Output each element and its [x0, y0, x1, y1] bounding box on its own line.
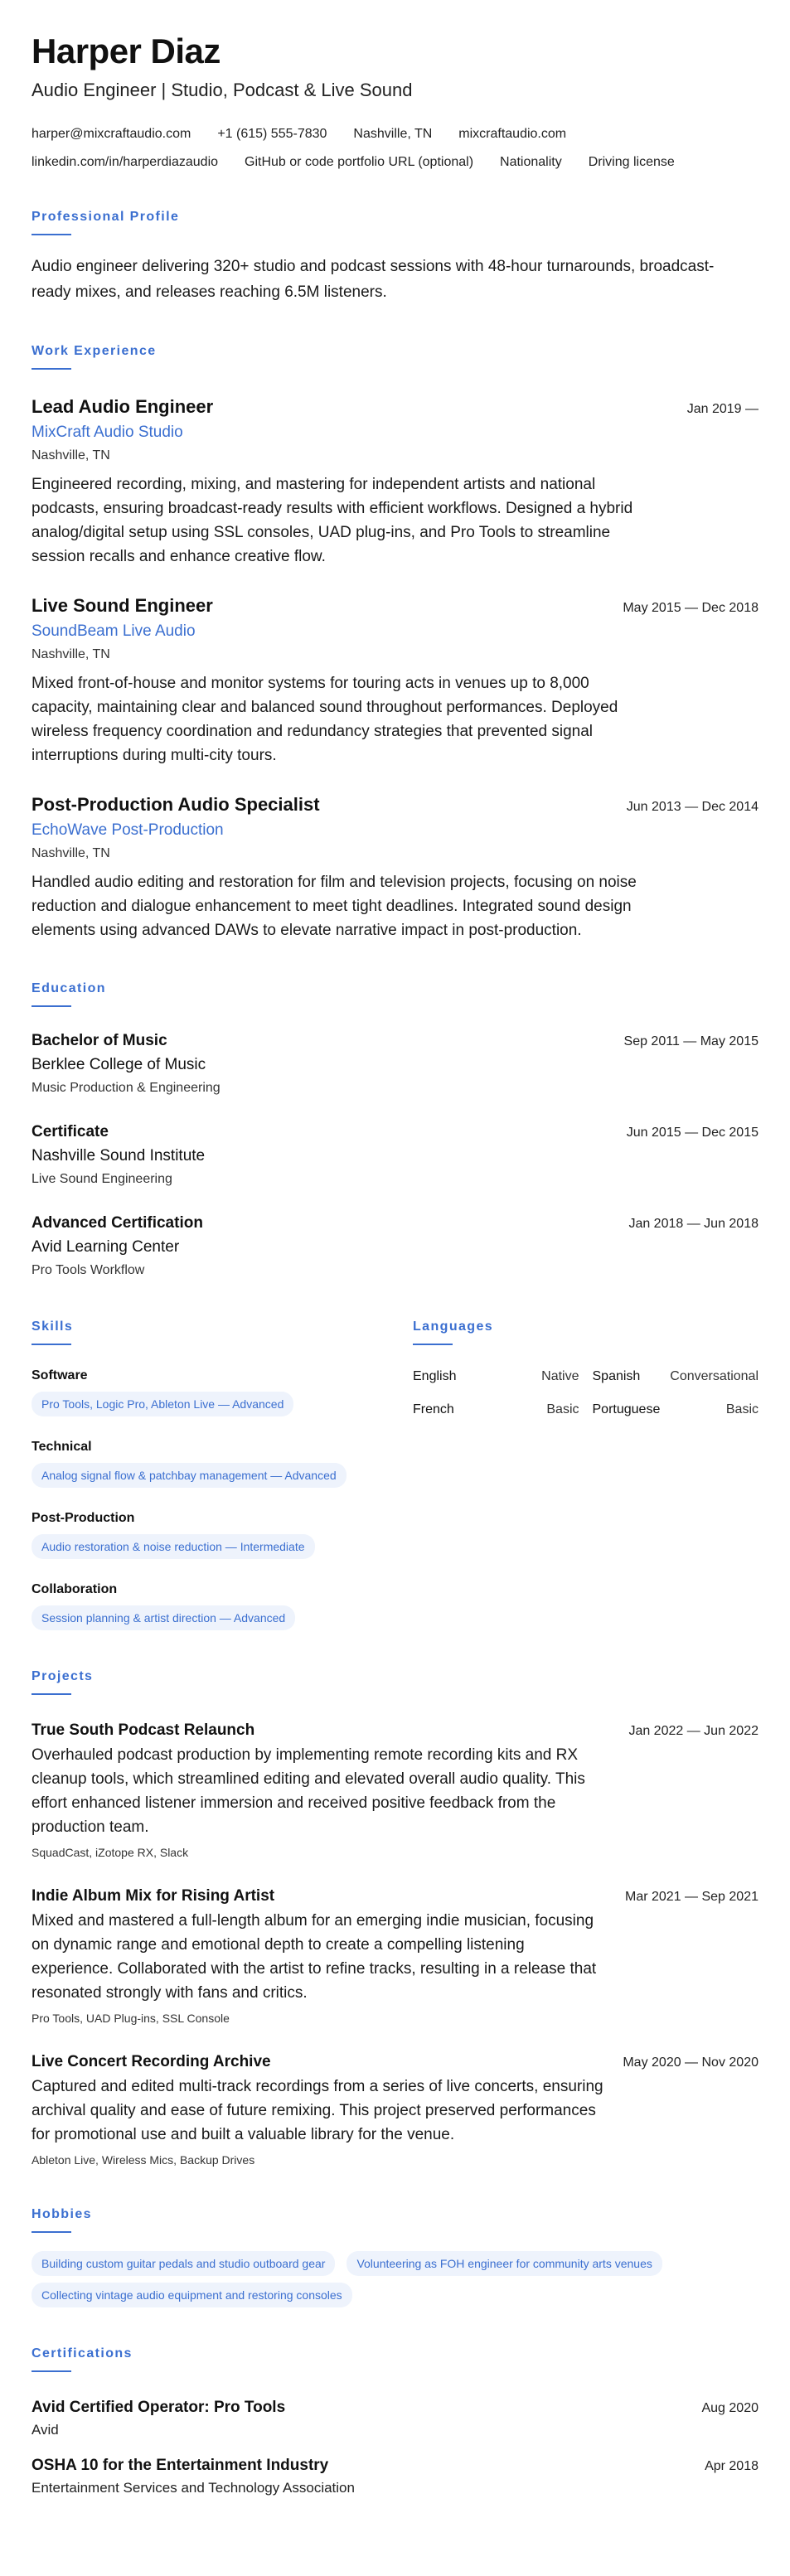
- hobbies-section: [32, 2206, 758, 2307]
- project-tools: Pro Tools, UAD Plug-ins, SSL Console: [32, 2012, 230, 2025]
- certification-entry: [32, 2455, 758, 2498]
- project-dates: Jan 2022 — Jun 2022: [628, 1724, 758, 1738]
- language-item: [413, 1402, 579, 1418]
- section-title: Hobbies: [32, 2207, 92, 2221]
- section-divider: [32, 1005, 71, 1007]
- skill-group-name: Technical: [32, 1440, 92, 1454]
- hobby-chip: Collecting vintage audio equipment and restoring consoles: [32, 2283, 352, 2307]
- experience-section: [32, 343, 758, 942]
- certification-date: Aug 2020: [701, 2401, 758, 2415]
- job-description: Engineered recording, mixing, and mastering for independent artists and national podcasts, ensuring broadcast-ready results with efficient workflows. Designed a hybrid analog/digital setup using SSL consoles, UAD plug-ins, and Pro Tools to streamline session recalls and enhance creative flow.: [32, 476, 633, 565]
- section-title: Certifications: [32, 2346, 133, 2361]
- job-title: Live Sound Engineer: [32, 595, 213, 616]
- skill-chip: Pro Tools, Logic Pro, Ableton Live — Advanced: [32, 1392, 293, 1416]
- job-title: Post-Production Audio Specialist: [32, 794, 320, 815]
- experience-entry: [32, 395, 758, 569]
- language-item: [593, 1402, 759, 1418]
- education-entry: [32, 1030, 758, 1098]
- project-tools: Ableton Live, Wireless Mics, Backup Drives: [32, 2153, 255, 2167]
- job-title: Lead Audio Engineer: [32, 396, 214, 417]
- section-title: Professional Profile: [32, 210, 180, 224]
- study-area: Pro Tools Workflow: [32, 1263, 145, 1277]
- project-dates: May 2020 — Nov 2020: [623, 2055, 758, 2070]
- experience-entry: [32, 593, 758, 767]
- skill-chip: Session planning & artist direction — Advanced: [32, 1605, 295, 1630]
- section-divider: [32, 1693, 71, 1695]
- job-location: Nashville, TN: [32, 448, 110, 462]
- job-dates: Jun 2013 — Dec 2014: [626, 800, 758, 814]
- certification-issuer: Entertainment Services and Technology Association: [32, 2480, 355, 2496]
- skill-group: [32, 1581, 413, 1630]
- section-divider: [32, 2231, 71, 2233]
- project-tools: SquadCast, iZotope RX, Slack: [32, 1846, 189, 1859]
- skill-group-name: Collaboration: [32, 1582, 118, 1596]
- project-entry: [32, 1886, 758, 2026]
- section-title: Work Experience: [32, 344, 157, 358]
- job-company: EchoWave Post-Production: [32, 821, 224, 839]
- languages-section: [413, 1319, 758, 1630]
- project-description: Overhauled podcast production by implementing remote recording kits and RX cleanup tools, which streamlined editing and elevated overall audio quality. This effort enhanced listener immersion and received positive feedback from the production team.: [32, 1746, 585, 1836]
- resume-header: [32, 31, 758, 171]
- job-location: Nashville, TN: [32, 846, 110, 860]
- contact-location: Nashville, TN: [353, 127, 433, 141]
- section-divider: [32, 234, 71, 235]
- certification-date: Apr 2018: [705, 2459, 758, 2473]
- degree-title: Certificate: [32, 1123, 109, 1140]
- profile-section: [32, 209, 758, 305]
- section-title: Projects: [32, 1669, 94, 1683]
- contact-website[interactable]: mixcraftaudio.com: [458, 127, 567, 141]
- education-entry: [32, 1213, 758, 1281]
- skill-group: [32, 1438, 413, 1488]
- project-title: Indie Album Mix for Rising Artist: [32, 1887, 275, 1905]
- language-item: [593, 1368, 759, 1385]
- section-title: Skills: [32, 1319, 74, 1334]
- contact-driving-license: Driving license: [588, 155, 675, 169]
- institution-name: Avid Learning Center: [32, 1238, 180, 1256]
- contact-email[interactable]: harper@mixcraftaudio.com: [32, 127, 191, 141]
- contact-nationality: Nationality: [500, 155, 562, 169]
- skill-group: [32, 1509, 413, 1559]
- job-location: Nashville, TN: [32, 647, 110, 661]
- certification-entry: [32, 2397, 758, 2440]
- language-level: Conversational: [670, 1369, 758, 1383]
- institution-name: Nashville Sound Institute: [32, 1147, 206, 1165]
- study-area: Live Sound Engineering: [32, 1172, 172, 1186]
- candidate-headline: Audio Engineer | Studio, Podcast & Live Sound: [32, 80, 413, 100]
- profile-summary: Audio engineer delivering 320+ studio and podcast sessions with 48-hour turnarounds, broadcast-ready mixes, and releases reaching 6.5M listeners.: [32, 258, 715, 301]
- job-description: Mixed front-of-house and monitor systems for touring acts in venues up to 8,000 capacity, maintaining clear and balanced sound throughout performances. Deployed wireless frequency coordination and redundancy strategies that prevented signal interruptions during multi-city tours.: [32, 675, 618, 764]
- project-description: Captured and edited multi-track recordings from a series of live concerts, ensuring archival quality and ease of future remixing. This project preserved performances for promotional use and built a valuable library for the venue.: [32, 2078, 603, 2143]
- education-section: [32, 981, 758, 1281]
- language-item: [413, 1368, 579, 1385]
- certification-title: OSHA 10 for the Entertainment Industry: [32, 2457, 329, 2474]
- institution-name: Berklee College of Music: [32, 1056, 206, 1073]
- language-name: French: [413, 1402, 454, 1416]
- education-dates: Sep 2011 — May 2015: [623, 1034, 758, 1048]
- certification-issuer: Avid: [32, 2422, 59, 2438]
- certification-title: Avid Certified Operator: Pro Tools: [32, 2399, 286, 2416]
- education-entry: [32, 1121, 758, 1189]
- contact-list: [32, 126, 758, 171]
- certifications-section: [32, 2346, 758, 2498]
- section-title: Languages: [413, 1319, 494, 1334]
- language-name: Portuguese: [592, 1402, 661, 1416]
- section-divider: [32, 2370, 71, 2372]
- skills-languages-row: [32, 1319, 758, 1630]
- job-dates: May 2015 — Dec 2018: [623, 601, 758, 615]
- section-divider: [413, 1344, 453, 1345]
- language-name: English: [413, 1369, 457, 1383]
- project-description: Mixed and mastered a full-length album for an emerging indie musician, focusing on dynamic range and emotional depth to create a compelling listening experience. Collaborated with the artist to refine tracks, resulting in a release that resonated strongly with fans and critics.: [32, 1912, 597, 2002]
- section-divider: [32, 368, 71, 370]
- hobby-chip: Building custom guitar pedals and studio outboard gear: [32, 2251, 335, 2276]
- projects-section: [32, 1668, 758, 2168]
- project-entry: [32, 2051, 758, 2168]
- language-level: Basic: [546, 1402, 579, 1416]
- language-name: Spanish: [592, 1369, 641, 1383]
- degree-title: Advanced Certification: [32, 1214, 203, 1232]
- project-entry: [32, 1720, 758, 1861]
- skill-chip: Analog signal flow & patchbay management — Advanced: [32, 1463, 347, 1488]
- candidate-name: Harper Diaz: [32, 31, 221, 70]
- job-dates: Jan 2019 —: [686, 402, 758, 416]
- contact-phone[interactable]: +1 (615) 555-7830: [217, 127, 327, 141]
- study-area: Music Production & Engineering: [32, 1081, 221, 1095]
- skill-group-name: Post-Production: [32, 1511, 135, 1525]
- hobby-chip: Volunteering as FOH engineer for community arts venues: [347, 2251, 662, 2276]
- project-dates: Mar 2021 — Sep 2021: [625, 1890, 758, 1904]
- skill-group-name: Software: [32, 1368, 88, 1382]
- degree-title: Bachelor of Music: [32, 1032, 167, 1049]
- education-dates: Jun 2015 — Dec 2015: [626, 1126, 758, 1140]
- job-company: MixCraft Audio Studio: [32, 424, 183, 441]
- project-title: Live Concert Recording Archive: [32, 2053, 271, 2070]
- language-level: Basic: [725, 1402, 758, 1416]
- section-title: Education: [32, 981, 106, 995]
- language-list: [413, 1368, 758, 1418]
- hobby-list: [32, 2251, 758, 2307]
- skill-group: [32, 1367, 413, 1416]
- education-dates: Jan 2018 — Jun 2018: [628, 1217, 758, 1231]
- language-level: Native: [541, 1369, 579, 1383]
- section-divider: [32, 1344, 71, 1345]
- experience-entry: [32, 792, 758, 942]
- skills-section: [32, 1319, 413, 1630]
- job-company: SoundBeam Live Audio: [32, 622, 196, 640]
- project-title: True South Podcast Relaunch: [32, 1721, 255, 1739]
- skill-chip: Audio restoration & noise reduction — Intermediate: [32, 1534, 315, 1559]
- contact-github[interactable]: GitHub or code portfolio URL (optional): [245, 155, 474, 169]
- job-description: Handled audio editing and restoration for film and television projects, focusing on noise reduction and dialogue enhancement to meet tight deadlines. Integrated sound design elements using advanced DAWs to elevate narrative impact in post-production.: [32, 874, 637, 939]
- contact-linkedin[interactable]: linkedin.com/in/harperdiazaudio: [32, 155, 219, 169]
